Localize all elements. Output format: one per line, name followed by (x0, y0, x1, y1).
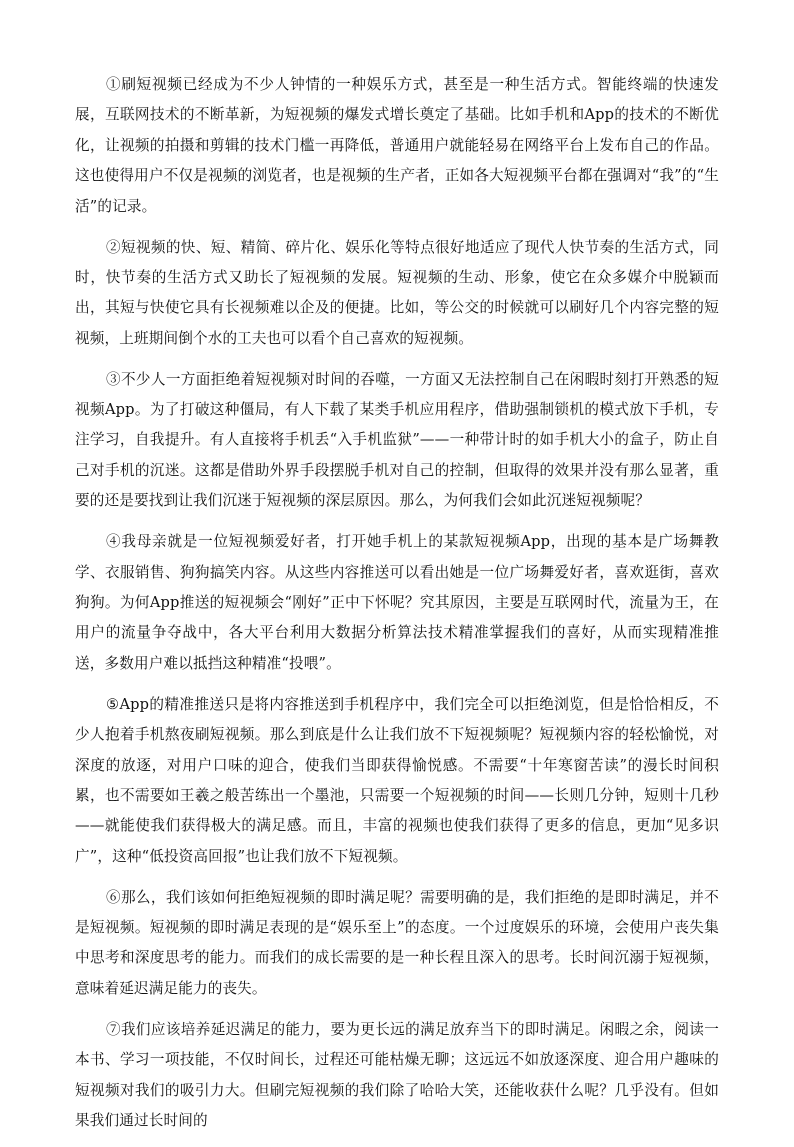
paragraph-6: ⑥那么，我们该如何拒绝短视频的即时满足呢？需要明确的是，我们拒绝的是即时满足，并不是短视频。短视频的即时满足表现的是“娱乐至上”的态度。一个过度娱乐的环境，会使用户丧失集中思考和深度思考的能力。而我们的成长需要的是一种长程且深入的思考。长时间沉溺于短视频，意味着延迟满足能力的丧失。 (75, 888, 719, 997)
document-body (75, 70, 719, 1147)
paragraph-3: ③不少人一方面拒绝着短视频对时间的吞噬，一方面又无法控制自己在闲暇时刻打开熟悉的短视频App。为了打破这种僵局，有人下载了某类手机应用程序，借助强制锁机的模式放下手机，专注学习，自我提升。有人直接将手机丢“入手机监狱”——一种带计时的如手机大小的盒子，防止自己对手机的沉迷。这都是借助外界手段摆脱手机对自己的控制，但取得的效果并没有那么显著，重要的还是要找到让我们沉迷于短视频的深层原因。那么，为何我们会如此沉迷短视频呢？ (75, 370, 719, 510)
paragraph-5: ⑤App的精准推送只是将内容推送到手机程序中，我们完全可以拒绝浏览，但是恰恰相反，不少人抱着手机熬夜刷短视频。那么到底是什么让我们放不下短视频呢？短视频内容的轻松愉悦，对深度的放逐，对用户口味的迎合，使我们当即获得愉悦感。不需要“十年寒窗苦读”的漫长时间积累，也不需要如王羲之般苦练出一个墨池，只需要一个短视频的时间——长则几分钟，短则十几秒——就能使我们获得极大的满足感。而且，丰富的视频也使我们获得了更多的信息，更加“见多识广”，这种“低投资高回报”也让我们放不下短视频。 (75, 695, 719, 865)
paragraph-2: ②短视频的快、短、精简、碎片化、娱乐化等特点很好地适应了现代人快节奏的生活方式，同时，快节奏的生活方式又助长了短视频的发展。短视频的生动、形象，使它在众多媒介中脱颖而出，其短与快使它具有长视频难以企及的便捷。比如，等公交的时候就可以刷好几个内容完整的短视频，上班期间倒个水的工夫也可以看个自己喜欢的短视频。 (75, 238, 719, 347)
paragraph-4: ④我母亲就是一位短视频爱好者，打开她手机上的某款短视频App，出现的基本是广场舞教学、衣服销售、狗狗搞笑内容。从这些内容推送可以看出她是一位广场舞爱好者，喜欢逛街，喜欢狗狗。为何App推送的短视频会“刚好”正中下怀呢？究其原因，主要是互联网时代，流量为王，在用户的流量争夺战中，各大平台利用大数据分析算法技术精准掌握我们的喜好，从而实现精准推送，多数用户难以抵挡这种精准“投喂”。 (75, 533, 719, 672)
paragraph-7: ⑦我们应该培养延迟满足的能力，要为更长远的满足放弃当下的即时满足。闲暇之余，阅读一本书、学习一项技能，不仅时间长，过程还可能枯燥无聊；这远远不如放逐深度、迎合用户趣味的短视频对我们的吸引力大。但刷完短视频的我们除了哈哈大笑，还能收获什么呢？几乎没有。但如果我们通过长时间的 (75, 1020, 719, 1129)
paragraph-1: ①刷短视频已经成为不少人钟情的一种娱乐方式，甚至是一种生活方式。智能终端的快速发展，互联网技术的不断革新，为短视频的爆发式增长奠定了基础。比如手机和App的技术的不断优化，让视频的拍摄和剪辑的技术门槛一再降低，普通用户就能轻易在网络平台上发布自己的作品。这也使得用户不仅是视频的浏览者，也是视频的生产者，正如各大短视频平台都在强调对“我”的“生活”的记录。 (75, 76, 719, 215)
